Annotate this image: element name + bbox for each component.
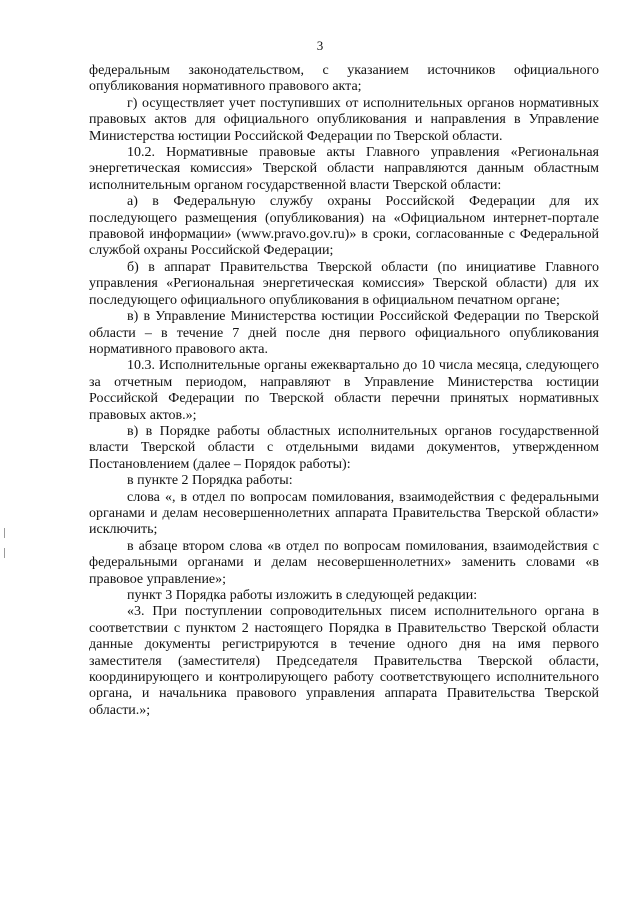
paragraph-item-v: в) в Управление Министерства юстиции Российской Федерации по Тверской области – в течение 7 дней после дня первого официального опубликования нормативного правового акта.: [89, 309, 599, 357]
paragraph-continuation: федеральным законодательством, с указанием источников официального опубликования нормативного правового акта;: [89, 63, 599, 95]
document-body: [89, 63, 599, 719]
paragraph-item-b: б) в аппарат Правительства Тверской области (по инициативе Главного управления «Региональная энергетическая комиссия» Тверской области) для их последующего официального опубликования в официальном печатном органе;: [89, 259, 599, 308]
paragraph-order-of-work: в) в Порядке работы областных исполнительных органов государственной власти Тверской области с отдельными видами документов, утвержденном Постановлением (далее – Порядок работы):: [89, 423, 599, 472]
paragraph-10-3: 10.3. Исполнительные органы ежеквартально до 10 числа месяца, следующего за отчетным периодом, направляют в Управление Министерства юстиции Российской Федерации по Тверской области перечни принятых нормативных правовых актов.»;: [89, 358, 599, 423]
page-number: 3: [316, 38, 324, 53]
paragraph-quoted-point-3: «3. При поступлении сопроводительных писем исполнительного органа в соответствии с пунктом 2 настоящего Порядка в Правительство Тверской области данные документы регистрируются в течение одного дня на имя первого заместителя (заместителя) Председателя Правительства Тверской области, координирующего и контролирующего работу соответствующего исполнительного органа, и начальника правового управления аппарата Правительства Тверской области.»;: [89, 604, 599, 718]
paragraph-item-a: а) в Федеральную службу охраны Российской Федерации для их последующего размещения (опубликования) на «Официальном интернет-портале правовой информации» (www.pravo.gov.ru)» в сроки, согласованные с Федеральной службой охраны Российской Федерации;: [89, 194, 599, 259]
paragraph-point-3: пункт 3 Порядка работы изложить в следующей редакции:: [127, 588, 478, 603]
paragraph-words-excluded: слова «, в отдел по вопросам помилования, взаимодействия с федеральными органами и делам несовершеннолетних аппарата Правительства Тверской области» исключить;: [89, 489, 599, 538]
paragraph-second-abzac: в абзаце втором слова «в отдел по вопросам помилования, взаимодействия с федеральными органами и делам несовершеннолетних» заменить словами «в правовое управление»;: [89, 538, 599, 587]
paragraph-item-g: г) осуществляет учет поступивших от исполнительных органов нормативных правовых актов для официального опубликования и направления в Управление Министерства юстиции Российской Федерации по Тверской области.: [89, 95, 599, 144]
scan-margin-mark: [4, 528, 5, 538]
paragraph-10-2: 10.2. Нормативные правовые акты Главного управления «Региональная энергетическая комиссия» Тверской области направляются данным областным исполнительным органом государственной власти Тверской области:: [89, 145, 599, 193]
scan-margin-mark: [4, 548, 5, 558]
paragraph-point-2: в пункте 2 Порядка работы:: [127, 473, 293, 489]
